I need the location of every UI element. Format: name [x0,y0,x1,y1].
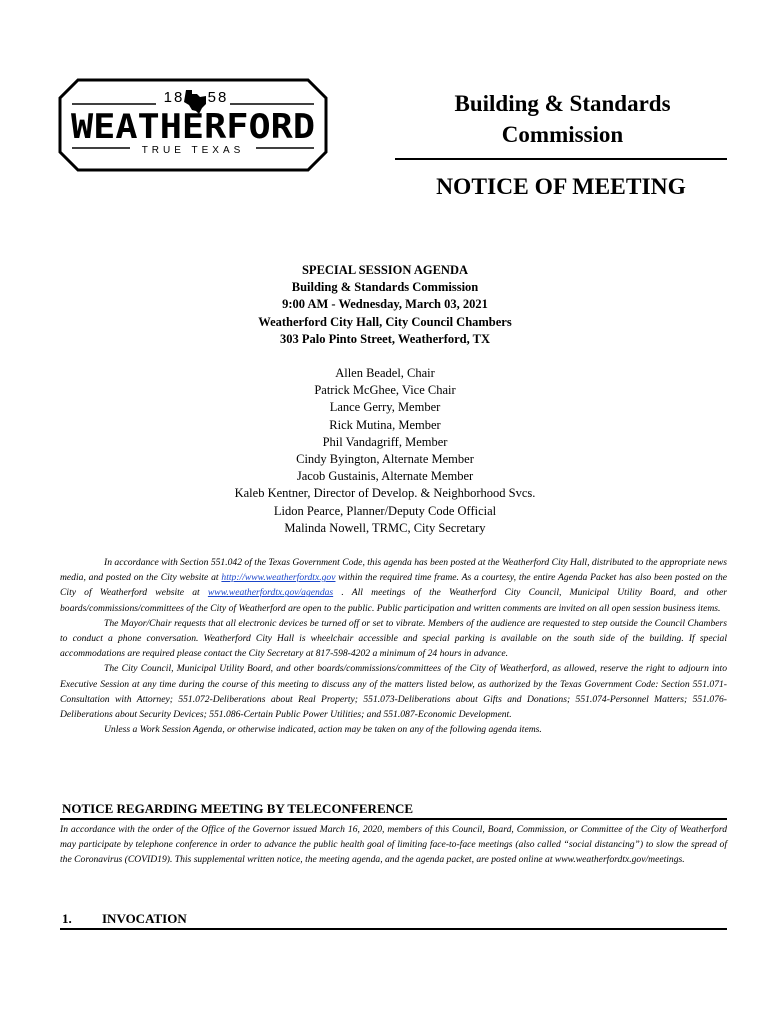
city-website-link[interactable]: http://www.weatherfordtx.gov [221,572,336,584]
legal-text: within the required time frame. As a courtesy, the entire Agenda Packet has also been posted on the City of Weatherford website at [60,572,727,599]
member-item: Jacob Gustainis, Alternate Member [296,469,474,484]
legal-paragraph-devices: The Mayor/Chair requests that all electronic devices be turned off or set to vibrate. Members of the audience are requested to step outside the Council Chambers to conduct a phone conversation. Weatherford City Hall is wheelchair accessible and special parking is available on the south side of the building. If special accommodations are required please contact the City Secretary at 817-598-4202 a minimum of 24 hours in advance. [60,617,727,660]
member-item: Patrick McGhee, Vice Chair [314,383,456,398]
agenda-item-title: INVOCATION [102,911,187,926]
member-item: Allen Beadel, Chair [335,366,435,380]
notice-heading: NOTICE OF MEETING [436,174,686,200]
legal-paragraph-action: Unless a Work Session Agenda, or otherwise indicated, action may be taken on any of the following agenda items. [104,724,542,736]
member-list [0,365,770,537]
commission-title [400,88,725,150]
member-item: Phil Vandagriff, Member [322,434,448,449]
weatherford-logo [58,78,328,174]
agenda-item [60,910,727,930]
agendas-link[interactable]: www.weatherfordtx.gov/agendas [207,587,334,599]
member-item: Rick Mutina, Member [329,417,441,432]
legal-text: In accordance with Section 551.042 of the Texas Government Code, this agenda has been posted at the Weatherford City Hall, distributed to the appropriate news media, and posted on the City website at [60,557,727,584]
agenda-info [0,262,770,348]
commission-title-line1: Building & Standards [454,91,671,116]
commission-title-line2: Commission [501,122,624,147]
teleconference-heading-text: NOTICE REGARDING MEETING BY TELECONFERENCE [62,801,414,816]
logo-tagline: TRUE TEXAS [141,145,245,156]
agenda-line: 303 Palo Pinto Street, Weatherford, TX [279,331,491,346]
logo-name: WEATHERFORD [71,107,315,147]
agenda-line: Building & Standards Commission [291,280,479,295]
logo-year-right: 58 [207,89,229,106]
header-divider [395,158,727,160]
member-item: Lidon Pearce, Planner/Deputy Code Official [273,503,497,518]
agenda-line: SPECIAL SESSION AGENDA [301,263,469,277]
member-item: Cindy Byington, Alternate Member [296,452,474,467]
legal-notice [60,555,727,737]
legal-paragraph-posting [60,555,727,616]
logo-year-left: 18 [163,89,185,106]
agenda-line: Weatherford City Hall, City Council Chambers [258,314,512,329]
member-item: Lance Gerry, Member [329,400,441,415]
teleconference-heading [60,800,727,820]
agenda-item-number: 1. [62,911,72,926]
member-item: Kaleb Kentner, Director of Develop. & Neighborhood Svcs. [234,486,536,501]
member-item: Malinda Nowell, TRMC, City Secretary [284,520,486,535]
teleconference-body: In accordance with the order of the Office of the Governor issued March 16, 2020, members of this Council, Board, Commission, or Committee of the City of Weatherford may participate by telephone conference in order to advance the public health goal of limiting face-to-face meetings (also called “social distancing”) to slow the spread of the Coronavirus (COVID19). This supplemental written notice, the meeting agenda, and the agenda packet, are posted online at www.weatherfordtx.gov/meetings. [60,824,727,866]
legal-text: . All meetings of the Weatherford City Council, Municipal Utility Board, and other boards/commissions/committees of the City of Weatherford are open to the public. Public participation and written comments are invited on all open session business items. [60,587,727,614]
agenda-line: 9:00 AM - Wednesday, March 03, 2021 [282,297,488,312]
legal-paragraph-executive-session: The City Council, Municipal Utility Board, and other boards/commissions/committees of the City of Weatherford, as allowed, reserve the right to adjourn into Executive Session at any time during the course of this meeting to discuss any of the matters listed below, as authorized by the Texas Government Code: Section 551.071-Consultation with Attorney; 551.072-Deliberations about Real Property; 551.073-Deliberations about Gifts and Donations; 551.074-Personnel Matters; 551.076-Deliberations about Security Devices; 551.086-Certain Public Power Utilities; and 551.087-Economic Development. [60,663,727,721]
